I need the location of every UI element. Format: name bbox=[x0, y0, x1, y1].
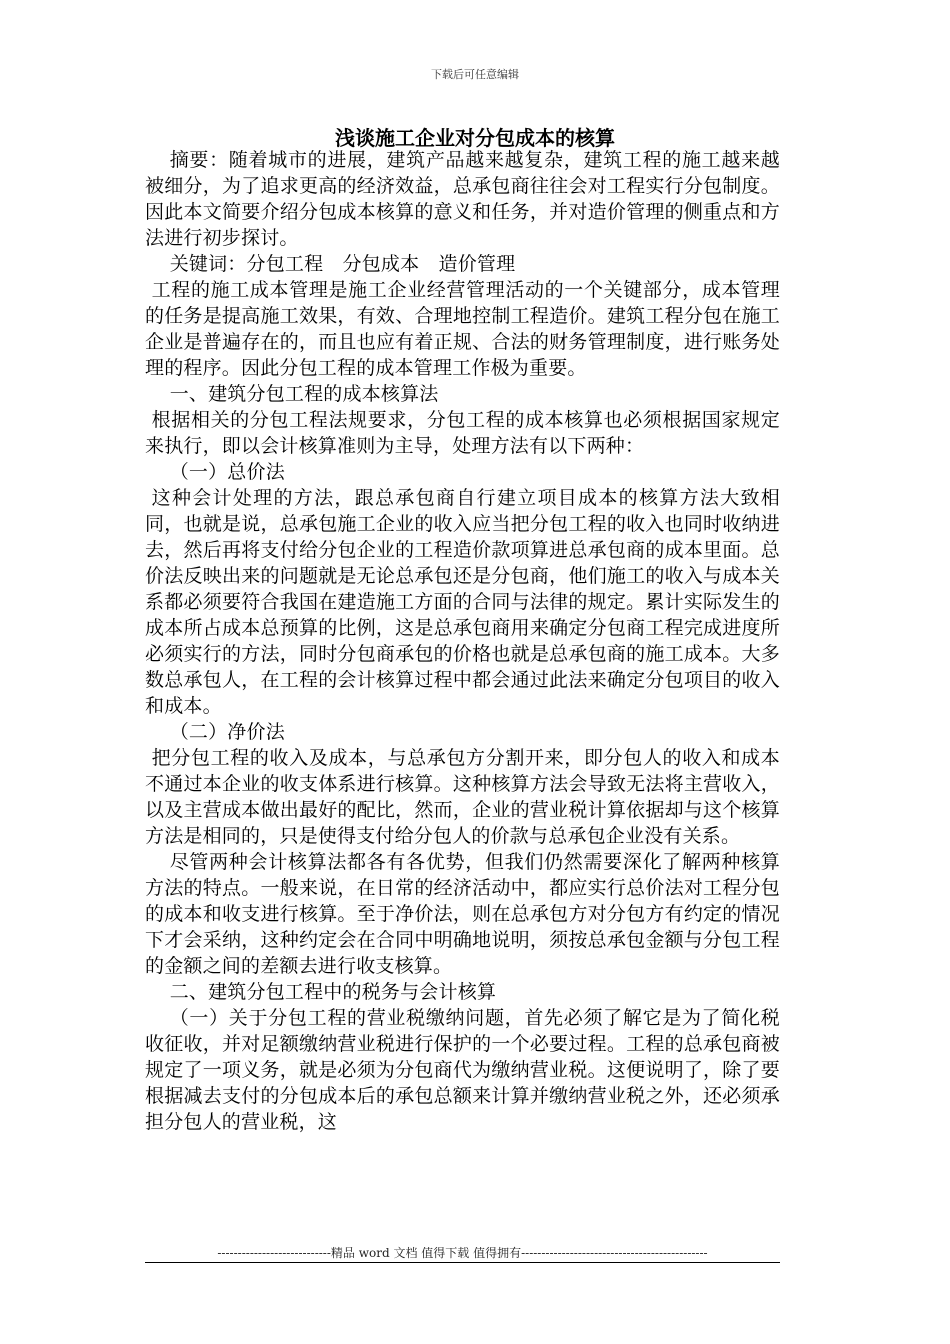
body-paragraph: （一）关于分包工程的营业税缴纳问题，首先必须了解它是为了简化税收征收，并对足额缴纳营业税进行保护的一个必要过程。工程的总承包商被规定了一项义务，就是必须为分包商代为缴纳营业税。这便说明了，除了要根据减去支付的分包成本后的承包总额来计算并缴纳营业税之外，还必须承担分包人的营业税，这 bbox=[145, 1007, 780, 1133]
section-heading: 一、建筑分包工程的成本核算法 bbox=[169, 383, 439, 405]
section-heading: 二、建筑分包工程中的税务与会计核算 bbox=[169, 981, 497, 1003]
body-paragraph: 尽管两种会计核算法都各有各优势，但我们仍然需要深化了解两种核算方法的特点。一般来说，在日常的经济活动中，都应实行总价法对工程分包的成本和收支进行核算。至于净价法，则在总承包方对分包方有约定的情况下才会采纳，这种约定会在合同中明确地说明，须按总承包金额与分包工程的金额之间的差额去进行收支核算。 bbox=[145, 851, 780, 977]
body-paragraph: 工程的施工成本管理是施工企业经营管理活动的一个关键部分，成本管理的任务是提高施工效果，有效、合理地控制工程造价。建筑工程分包在施工企业是普遍存在的，而且也应有着正规、合法的财务管理制度，进行账务处理的程序。因此分包工程的成本管理工作极为重要。 bbox=[145, 279, 780, 379]
subsection-heading: （一）总价法 bbox=[169, 461, 285, 483]
body-paragraph: 根据相关的分包工程法规要求，分包工程的成本核算也必须根据国家规定来执行，即以会计核算准则为主导，处理方法有以下两种： bbox=[145, 409, 780, 457]
abstract-paragraph: 摘要：随着城市的进展，建筑产品越来越复杂，建筑工程的施工越来越被细分，为了追求更高的经济效益，总承包商往往会对工程实行分包制度。因此本文简要介绍分包成本核算的意义和任务，并对造价管理的侧重点和方法进行初步探讨。 bbox=[145, 149, 780, 249]
page-footer: ----------------------------精品 word 文档 值得下载 值得拥有---------------------------------------------- bbox=[217, 1246, 708, 1260]
keywords-paragraph: 关键词：分包工程 分包成本 造价管理 bbox=[169, 253, 516, 275]
document-title: 浅谈施工企业对分包成本的核算 bbox=[335, 126, 615, 150]
subsection-heading: （二）净价法 bbox=[169, 721, 285, 743]
page-header: 下载后可任意编辑 bbox=[431, 68, 519, 81]
document-body bbox=[145, 147, 780, 1135]
body-paragraph: 这种会计处理的方法，跟总承包商自行建立项目成本的核算方法大致相同，也就是说，总承包施工企业的收入应当把分包工程的收入也同时收纳进去，然后再将支付给分包企业的工程造价款项算进总承包商的成本里面。总价法反映出来的问题就是无论总承包还是分包商，他们施工的收入与成本关系都必须要符合我国在建造施工方面的合同与法律的规定。累计实际发生的成本所占成本总预算的比例，这是总承包商用来确定分包商工程完成进度所必须实行的方法，同时分包商承包的价格也就是总承包商的施工成本。大多数总承包人，在工程的会计核算过程中都会通过此法来确定分包项目的收入和成本。 bbox=[145, 487, 780, 717]
body-paragraph: 把分包工程的收入及成本，与总承包方分割开来，即分包人的收入和成本不通过本企业的收支体系进行核算。这种核算方法会导致无法将主营收入，以及主营成本做出最好的配比，然而，企业的营业税计算依据却与这个核算方法是相同的，只是使得支付给分包人的价款与总承包企业没有关系。 bbox=[145, 747, 780, 847]
footer-divider bbox=[145, 1262, 780, 1263]
